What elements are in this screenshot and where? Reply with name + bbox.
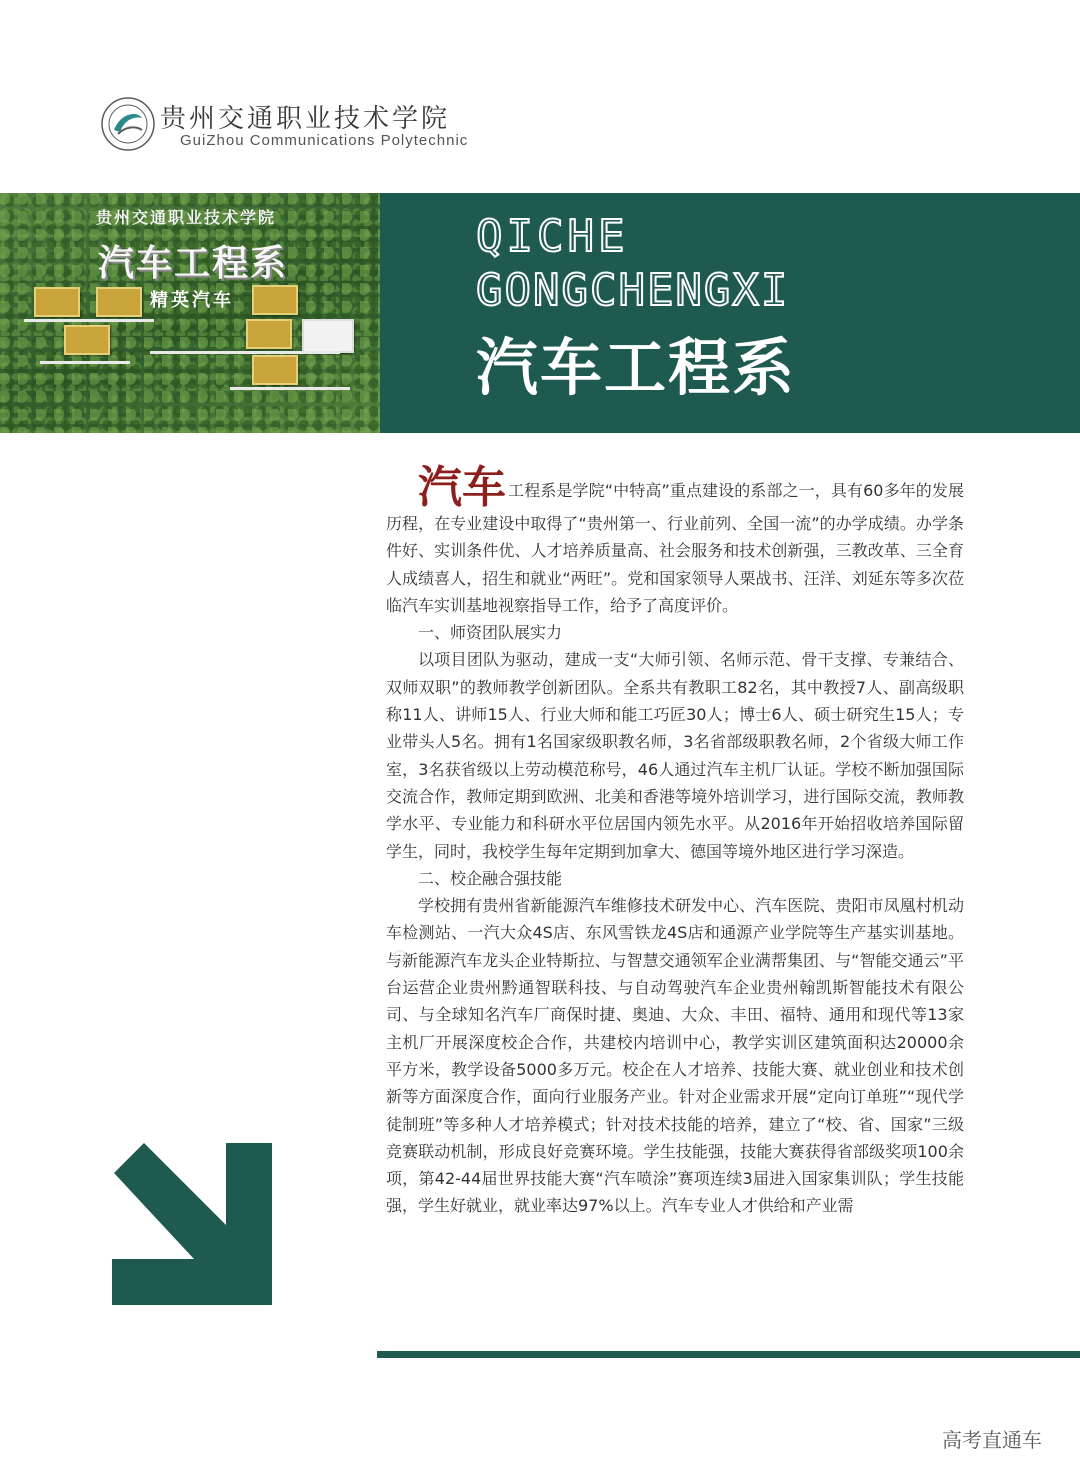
decorative-dot bbox=[394, 950, 406, 962]
banner bbox=[0, 193, 1080, 433]
intro-paragraph bbox=[386, 462, 964, 619]
article-body bbox=[386, 462, 964, 1220]
award-plaque bbox=[64, 325, 110, 355]
arrow-down-right-icon bbox=[112, 1143, 272, 1305]
section-heading-2: 二、校企融合强技能 bbox=[418, 868, 563, 888]
shelf-line bbox=[150, 351, 340, 354]
school-name-cn: 贵州交通职业技术学院 bbox=[160, 104, 451, 134]
intro-text: 工程系是学院“中特高”重点建设的系部之一，具有60多年的发展历程，在专业建设中取得了“贵州第一、行业前列、全国一流”的办学成绩。办学条件好、实训条件优、人才培养质量高、社会服务和技术创新强，三教改革、三全育人成绩喜人，招生和就业“两旺”。党和国家领导人栗战书、汪洋、刘延东等多次莅临汽车实训基地视察指导工作，给予了高度评价。 bbox=[386, 481, 964, 615]
award-plaque bbox=[252, 355, 298, 385]
department-title: 汽车工程系 bbox=[476, 331, 797, 404]
watermark-text: 高考直通车 bbox=[942, 1428, 1042, 1452]
shelf-line bbox=[40, 361, 130, 364]
lead-word: 汽车 bbox=[418, 462, 506, 513]
award-plaque bbox=[246, 319, 292, 349]
photo-school-text: 贵州交通职业技术学院 bbox=[96, 208, 277, 227]
school-logo-icon bbox=[100, 96, 156, 152]
photo-dept-text: 汽车工程系 bbox=[98, 243, 289, 284]
award-certificate bbox=[302, 319, 354, 353]
bottom-rule bbox=[377, 1351, 1080, 1358]
shelf-line bbox=[230, 387, 350, 390]
department-wall-photo bbox=[0, 193, 380, 433]
section-heading-1: 一、师资团队展实力 bbox=[418, 623, 563, 643]
award-plaque bbox=[252, 285, 298, 315]
pinyin-line-1: QICHE bbox=[476, 211, 629, 262]
school-name-en: GuiZhou Communications Polytechnic bbox=[180, 132, 469, 149]
pinyin-line-2: GONGCHENGXI bbox=[476, 265, 790, 316]
award-plaque bbox=[34, 287, 80, 317]
section-paragraph-1: 以项目团队为驱动，建成一支“大师引领、名师示范、骨干支撑、专兼结合、双师双职”的教师教学创新团队。全系共有教职工82名，其中教授7人、副高级职称11人、讲师15人、行业大师和能工巧匠30人；博士6人、硕士研究生15人；专业带头人5名。拥有1名国家级职教名师，3名省部级职教名师，2个省级大师工作室，3名获省级以上劳动模范称号，46人通过汽车主机厂认证。学校不断加强国际交流合作，教师定期到欧洲、北美和香港等境外培训学习，进行国际交流，教师教学水平、专业能力和科研水平位居国内领先水平。从2016年开始招收培养国际留学生，同时，我校学生每年定期到加拿大、德国等境外地区进行学习深造。 bbox=[386, 650, 964, 861]
section-paragraph-2: 学校拥有贵州省新能源汽车维修技术研发中心、汽车医院、贵阳市凤凰村机动车检测站、一汽大众4S店、东风雪铁龙4S店和通源产业学院等生产基实训基地。与新能源汽车龙头企业特斯拉、与智慧交通领军企业满帮集团、与“智能交通云”平台运营企业贵州黔通智联科技、与自动驾驶汽车企业贵州翰凯斯智能技术有限公司、与全球知名汽车厂商保时捷、奥迪、大众、丰田、福特、通用和现代等13家主机厂开展深度校企合作，共建校内培训中心，教学实训区建筑面积达20000余平方米，教学设备5000多万元。校企在人才培养、技能大赛、就业创业和技术创新等方面深度合作，面向行业服务产业。针对企业需求开展“定向订单班”“现代学徒制班”等多种人才培养模式；针对技术技能的培养，建立了“校、省、国家”三级竞赛联动机制，形成良好竞赛环境。学生技能强，技能大赛获得省部级奖项100余项，第42-44届世界技能大赛“汽车喷涂”赛项连续3届进入国家集训队；学生技能强，学生好就业，就业率达97%以上。汽车专业人才供给和产业需 bbox=[386, 896, 964, 1216]
shelf-line bbox=[24, 319, 154, 322]
award-plaque bbox=[96, 287, 142, 317]
title-panel bbox=[380, 193, 1080, 433]
photo-slogan-text: 精英汽车 bbox=[150, 290, 234, 311]
